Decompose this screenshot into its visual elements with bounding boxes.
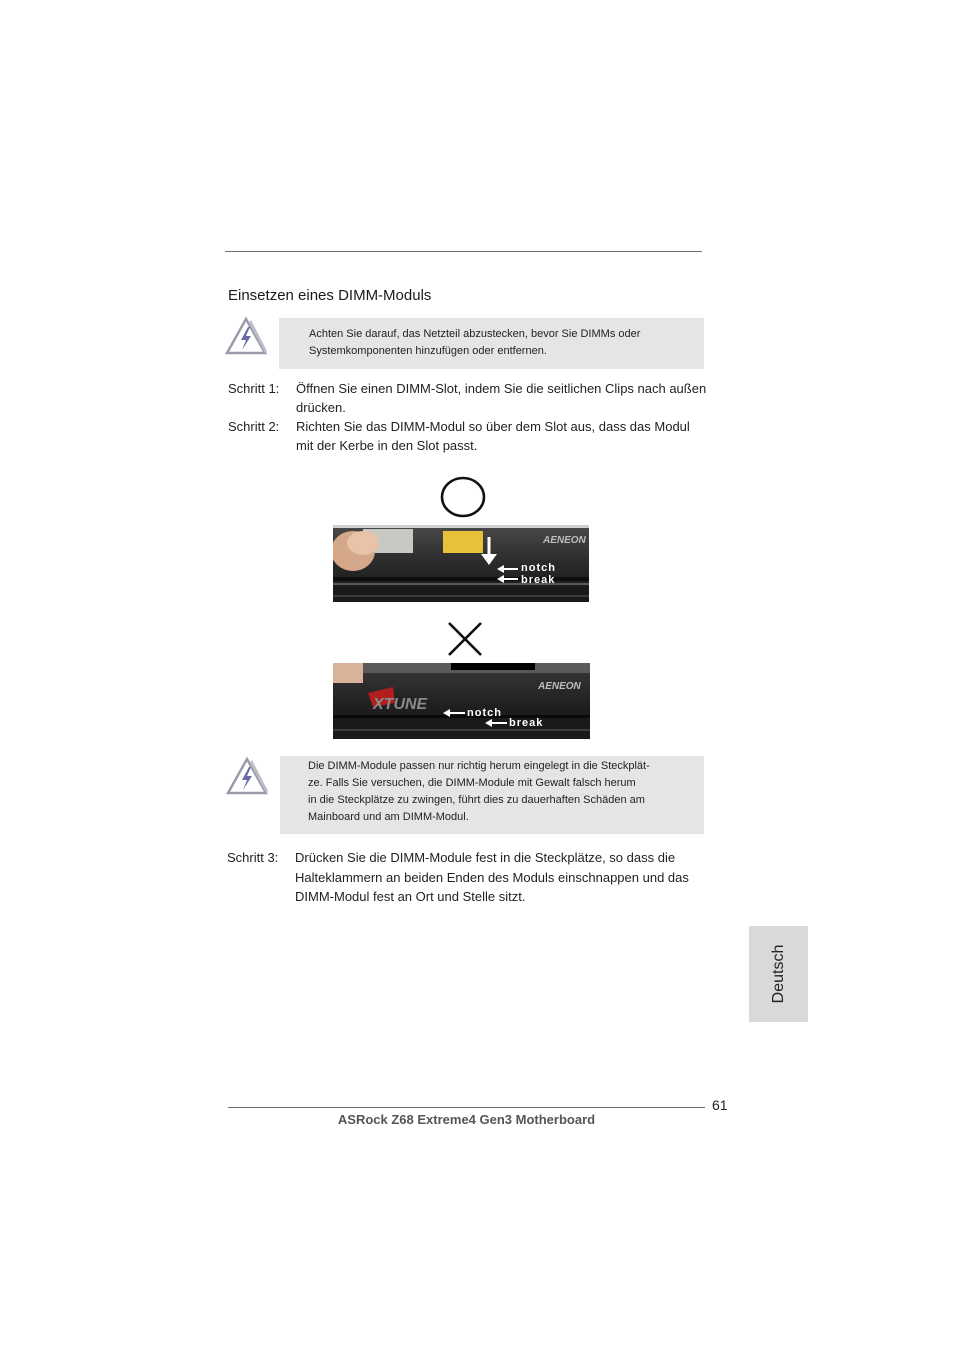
photo-2-logo: XTUNE	[373, 696, 428, 713]
photo-1-break-label: break	[521, 574, 556, 586]
warning-1-line-1: Achten Sie darauf, das Netzteil abzustecken, bevor Sie DIMMs oder	[309, 328, 641, 340]
photo-2-break-label: break	[509, 717, 544, 729]
warning-2-line-3: in die Steckplätze zu zwingen, führt dies zu dauerhaften Schäden am	[308, 794, 645, 806]
step-2-label: Schritt 2:	[228, 419, 280, 434]
warning-2-line-4: Mainboard und am DIMM-Modul.	[308, 811, 469, 823]
top-rule	[225, 251, 702, 252]
step-3-line-1: Drücken Sie die DIMM-Module fest in die Steckplätze, so dass die	[295, 850, 676, 865]
warning-1-line-2: Systemkomponenten hinzufügen oder entfernen.	[309, 345, 547, 357]
page-number: 61	[712, 1097, 728, 1113]
correct-circle-icon	[439, 475, 487, 519]
bottom-rule	[228, 1107, 705, 1108]
step-3-line-2: Halteklammern an beiden Enden des Moduls einschnappen und das	[295, 870, 689, 885]
step-2-line-2: mit der Kerbe in den Slot passt.	[296, 438, 478, 453]
warning-2-line-1: Die DIMM-Module passen nur richtig herum eingelegt in die Steckplät-	[308, 760, 650, 772]
dimm-photo-wrong	[333, 663, 590, 739]
footer-text: ASRock Z68 Extreme4 Gen3 Motherboard	[337, 1112, 596, 1127]
warning-2-line-2: ze. Falls Sie versuchen, die DIMM-Module mit Gewalt falsch herum	[308, 777, 636, 789]
wrong-x-icon	[445, 619, 485, 659]
photo-2-notch-label: notch	[467, 707, 502, 719]
language-tab	[749, 926, 808, 1022]
step-3-line-3: DIMM-Modul fest an Ort und Stelle sitzt.	[295, 889, 526, 904]
warning-icon	[225, 756, 269, 796]
step-1-line-1: Öffnen Sie einen DIMM-Slot, indem Sie die seitlichen Clips nach außen	[296, 381, 707, 396]
photo-2-brand: AENEON	[538, 681, 581, 692]
step-2-line-1: Richten Sie das DIMM-Modul so über dem Slot aus, dass das Modul	[296, 419, 690, 434]
step-3-label: Schritt 3:	[227, 850, 279, 865]
warning-icon	[224, 316, 268, 356]
section-title: Einsetzen eines DIMM-Moduls	[228, 287, 432, 304]
step-1-line-2: drücken.	[296, 400, 346, 415]
photo-1-notch-label: notch	[521, 562, 556, 574]
dimm-photo-correct	[333, 525, 589, 602]
language-tab-label: Deutsch	[769, 944, 787, 1004]
step-1-label: Schritt 1:	[228, 381, 280, 396]
photo-1-brand: AENEON	[543, 535, 586, 546]
